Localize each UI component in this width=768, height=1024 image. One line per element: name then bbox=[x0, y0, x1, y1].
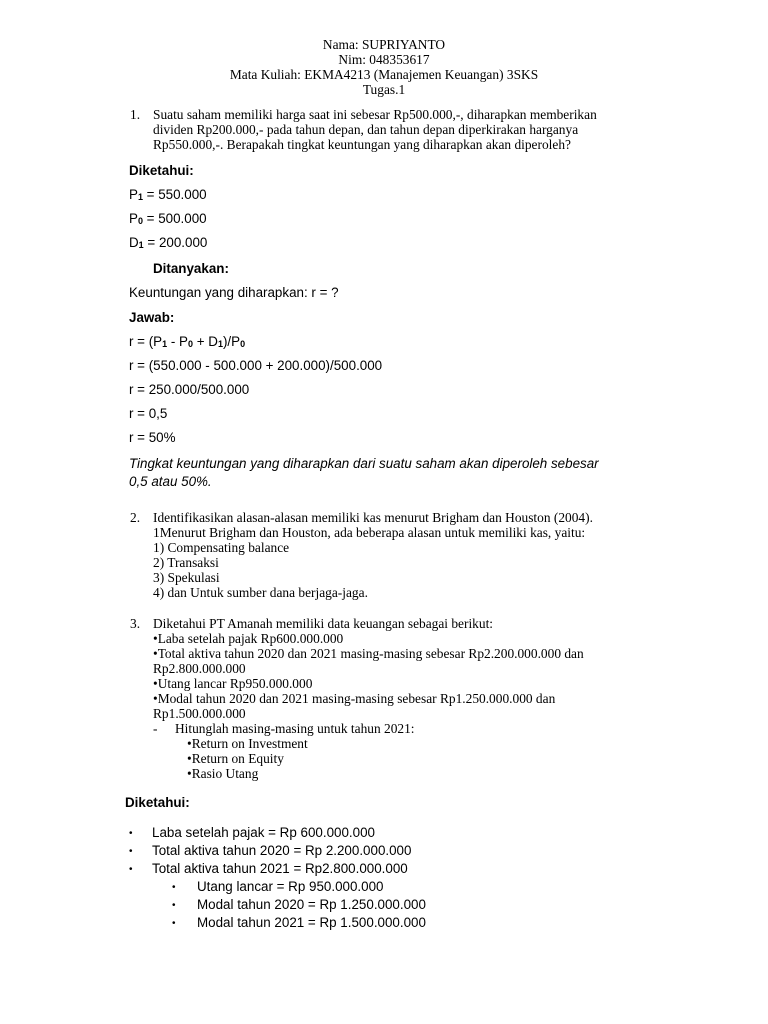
q2-text-line: 1Menurut Brigham dan Houston, ada beberapa alasan untuk memiliki kas, yaitu: bbox=[153, 525, 586, 540]
student-nim: Nim: 048353617 bbox=[338, 52, 430, 67]
q1-known-p1: P1 = 550.000 bbox=[129, 187, 207, 202]
course-title: Mata Kuliah: EKMA4213 (Manajemen Keuangan) 3SKS bbox=[229, 67, 539, 82]
q1-text-line: dividen Rp200.000,- pada tahun depan, dan tahun depan diperkirakan harganya bbox=[153, 122, 579, 137]
q3-dash: - bbox=[153, 721, 158, 736]
bullet-icon: • bbox=[172, 882, 176, 893]
q1-step: r = 50% bbox=[129, 430, 176, 445]
q3-text-line: Rp1.500.000.000 bbox=[153, 706, 246, 721]
q1-text-line: Rp550.000,-. Berapakah tingkat keuntungan yang diharapkan akan diperoleh? bbox=[153, 137, 571, 152]
q3-text-line: Diketahui PT Amanah memiliki data keuangan sebagai berikut: bbox=[153, 616, 494, 631]
q3-text-line: Rp2.800.000.000 bbox=[153, 661, 246, 676]
q1-asked: Keuntungan yang diharapkan: r = ? bbox=[129, 285, 339, 300]
q1-step: r = 250.000/500.000 bbox=[129, 382, 250, 397]
q3-text-line: •Laba setelah pajak Rp600.000.000 bbox=[153, 631, 344, 646]
q3-subitem: •Return on Investment bbox=[187, 736, 308, 751]
q3-known-item: Total aktiva tahun 2021 = Rp2.800.000.000 bbox=[152, 861, 408, 876]
q3-text-line: •Total aktiva tahun 2020 dan 2021 masing-masing sebesar Rp2.200.000.000 dan bbox=[153, 646, 584, 661]
q3-known-item: Total aktiva tahun 2020 = Rp 2.200.000.000 bbox=[152, 843, 412, 858]
bullet-icon: • bbox=[129, 864, 133, 875]
q1-answer-heading: Jawab: bbox=[129, 310, 175, 325]
q3-subitem: •Return on Equity bbox=[187, 751, 284, 766]
q2-text-line: Identifikasikan alasan-alasan memiliki kas menurut Brigham dan Houston (2004). bbox=[153, 510, 593, 525]
q3-text-line: •Utang lancar Rp950.000.000 bbox=[153, 676, 313, 691]
q2-text-line: 1) Compensating balance bbox=[153, 540, 290, 555]
q3-known-subitem: Modal tahun 2020 = Rp 1.250.000.000 bbox=[197, 897, 426, 912]
q2-number: 2. bbox=[130, 510, 141, 525]
q3-known-subitem: Modal tahun 2021 = Rp 1.500.000.000 bbox=[197, 915, 426, 930]
q3-known-item: Laba setelah pajak = Rp 600.000.000 bbox=[152, 825, 375, 840]
bullet-icon: • bbox=[129, 828, 133, 839]
q1-known-d1: D1 = 200.000 bbox=[129, 235, 208, 250]
q3-text-line: •Modal tahun 2020 dan 2021 masing-masing sebesar Rp1.250.000.000 dan bbox=[153, 691, 556, 706]
q2-text-line: 3) Spekulasi bbox=[153, 570, 220, 585]
q2-text-line: 4) dan Untuk sumber dana berjaga-jaga. bbox=[153, 585, 368, 600]
q1-text-line: Suatu saham memiliki harga saat ini sebesar Rp500.000,-, diharapkan memberikan bbox=[153, 107, 597, 122]
q1-asked-heading: Ditanyakan: bbox=[153, 261, 229, 276]
q3-known-subitem: Utang lancar = Rp 950.000.000 bbox=[197, 879, 384, 894]
q3-number: 3. bbox=[130, 616, 141, 631]
bullet-icon: • bbox=[172, 900, 176, 911]
q1-known-p0: P0 = 500.000 bbox=[129, 211, 207, 226]
q1-known-heading: Diketahui: bbox=[129, 163, 194, 178]
q1-step: r = (550.000 - 500.000 + 200.000)/500.000 bbox=[129, 358, 383, 373]
bullet-icon: • bbox=[172, 918, 176, 929]
student-name: Nama: SUPRIYANTO bbox=[322, 37, 446, 52]
q3-subitem: •Rasio Utang bbox=[187, 766, 259, 781]
q3-known-heading: Diketahui: bbox=[125, 795, 190, 810]
q1-step: r = 0,5 bbox=[129, 406, 168, 421]
q1-number: 1. bbox=[130, 107, 141, 122]
q1-formula: r = (P1 - P0 + D1)/P0 bbox=[129, 334, 246, 349]
task-title: Tugas.1 bbox=[362, 82, 406, 97]
q3-task: Hitunglah masing-masing untuk tahun 2021: bbox=[175, 721, 415, 736]
q2-text-line: 2) Transaksi bbox=[153, 555, 219, 570]
bullet-icon: • bbox=[129, 846, 133, 857]
q1-conclusion-line: Tingkat keuntungan yang diharapkan dari suatu saham akan diperoleh sebesar bbox=[129, 456, 599, 471]
q1-conclusion-line: 0,5 atau 50%. bbox=[129, 474, 212, 489]
